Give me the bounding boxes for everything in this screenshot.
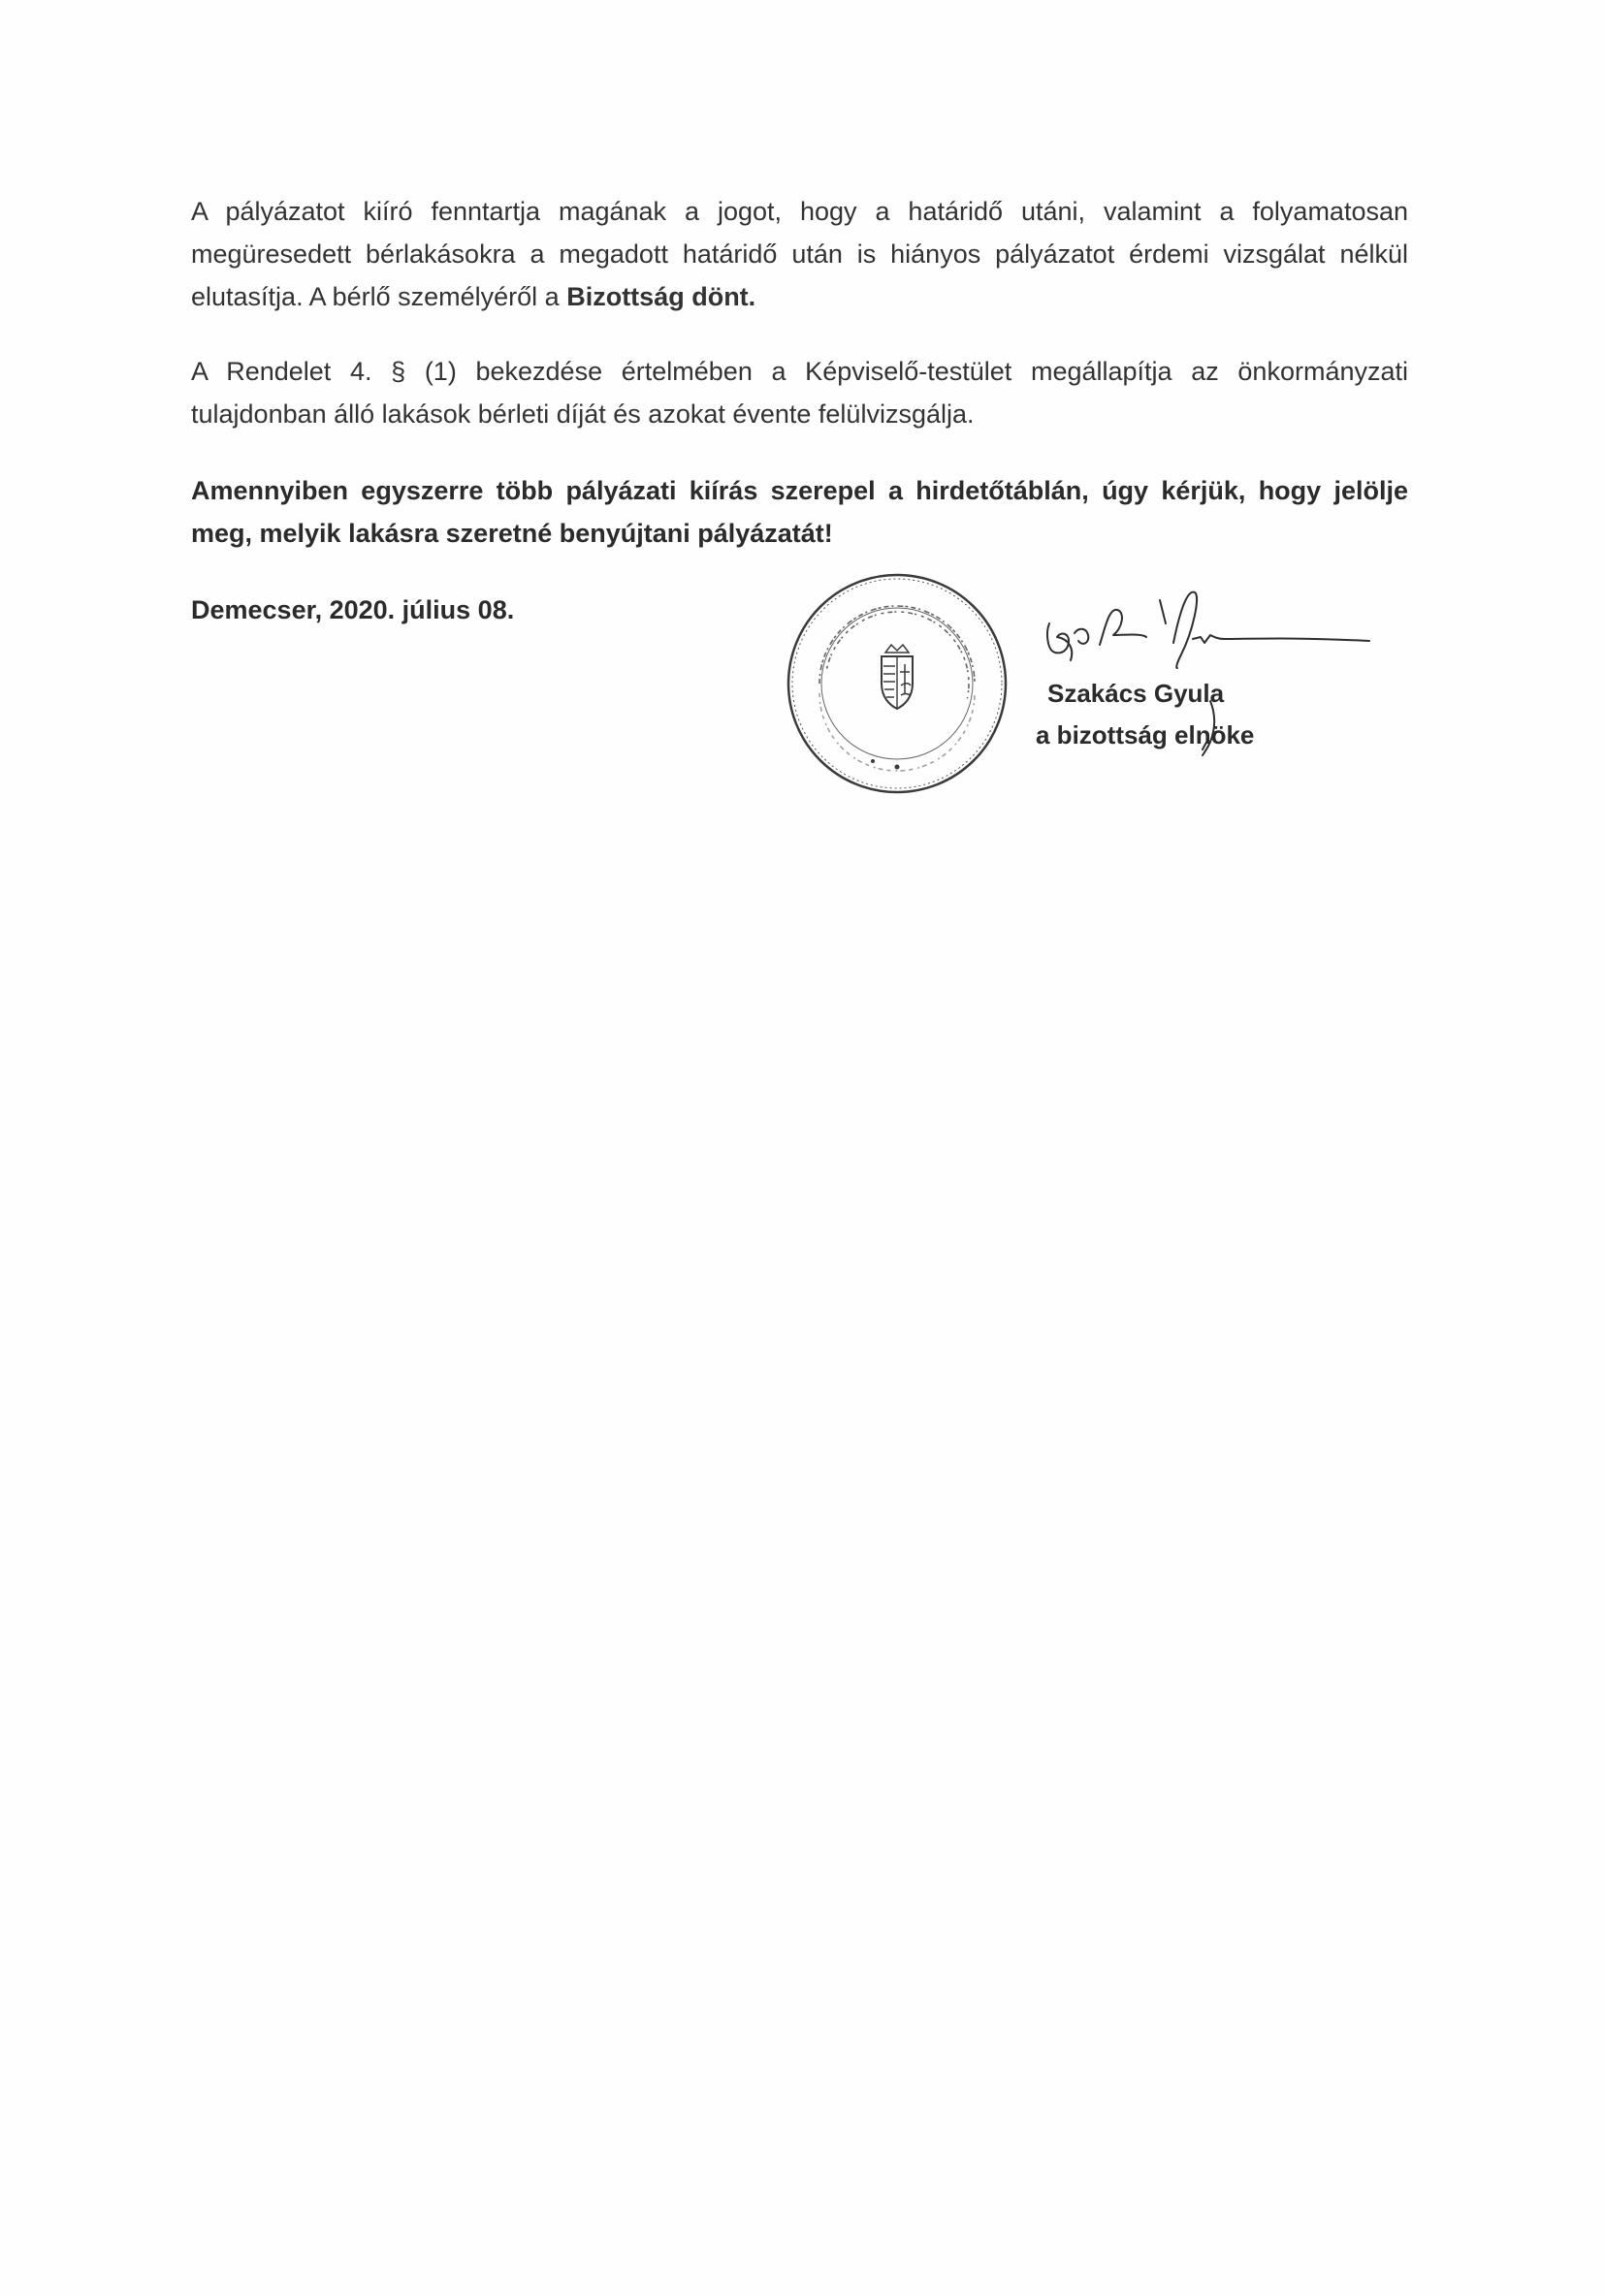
paragraph-emphasis: Bizottság dönt. <box>566 282 756 311</box>
coat-of-arms-icon <box>882 645 913 709</box>
place-date: Demecser, 2020. július 08. <box>191 595 515 624</box>
signer-name: Szakács Gyula <box>1047 679 1225 708</box>
paragraph-text: A pályázatot kiíró fenntartja magának a jogot, hogy a határidő utáni, valamint a folyamatosan megüresedett bérlakásokra a megadott határidő után is hiányos pályázatot érdemi vizsgálat nélkül elutasítja. A bérlő személyéről a <box>191 197 1408 311</box>
signer-title: a bizottság elnöke <box>1036 720 1255 749</box>
paragraph-deadline-rights <box>191 190 1408 318</box>
paragraph-rent-regulation: A Rendelet 4. § (1) bekezdése értelmében a Képviselő-testület megállapítja az önkormányzati tulajdonban álló lakások bérleti díját és azokat évente felülvizsgálja. <box>191 357 1408 429</box>
paragraph-apartment-notice: Amennyiben egyszerre több pályázati kiírás szerepel a hirdetőtáblán, úgy kérjük, hogy jelölje meg, melyik lakásra szeretné benyújtani pályázatát! <box>191 476 1408 548</box>
official-stamp <box>781 567 1013 800</box>
